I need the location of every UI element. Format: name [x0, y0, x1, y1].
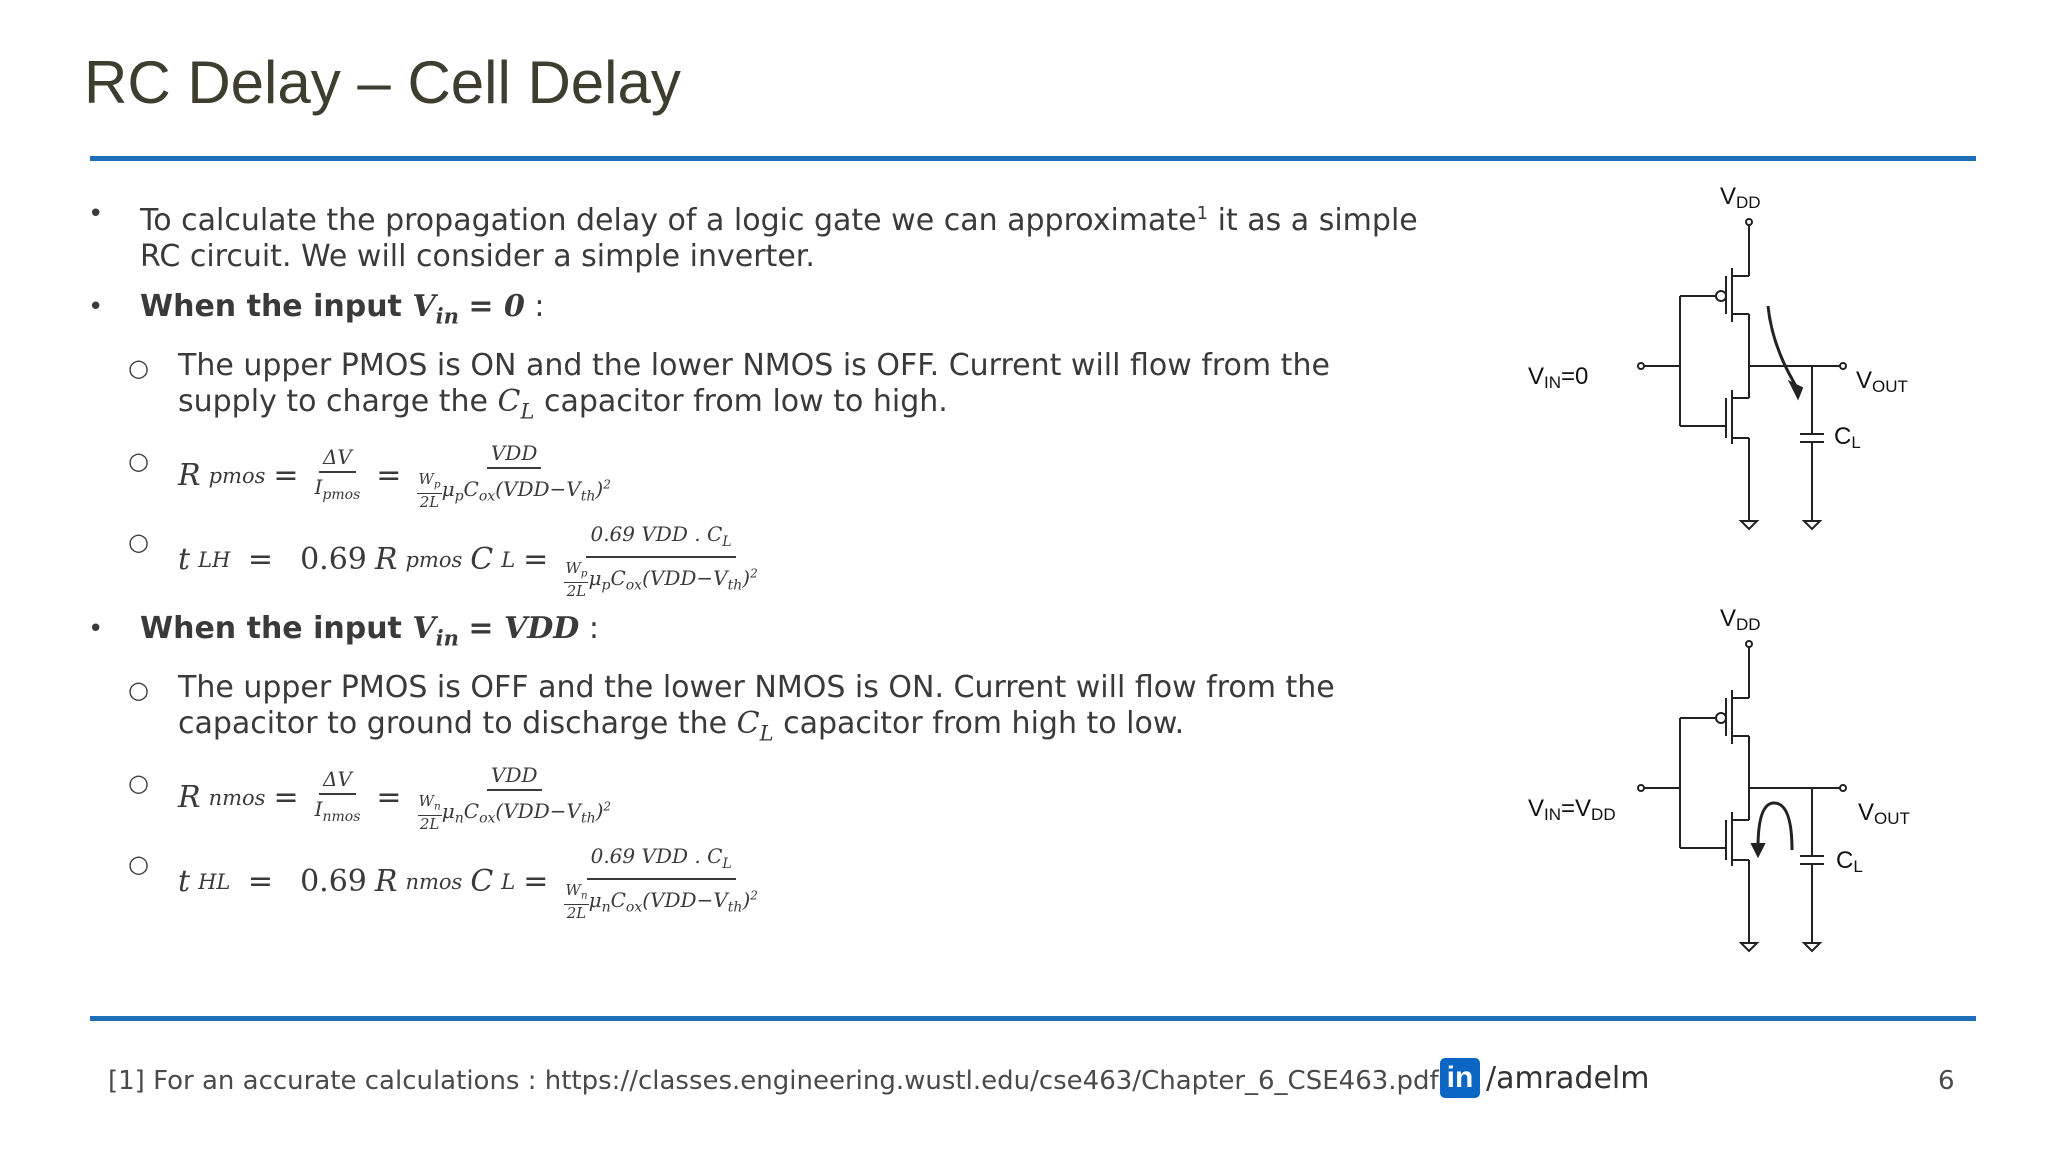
fraction-vdd-nmos: VDD $\frac{W_n}{2L}$ $\mu_nC_{ox}(VDD-V_{th})^2$: [418, 763, 612, 834]
case2-condition: = VDD: [468, 610, 580, 646]
slide-content: [88, 196, 1418, 933]
linkedin-handle-text: /amradelm: [1486, 1060, 1650, 1096]
footnote-reference: [1] For an accurate calculations : https://classes.engineering.wustl.edu/cse463/Chapter_6_CSE463.pdf: [108, 1066, 1439, 1096]
bullet-intro: [88, 196, 1418, 275]
intro-text: To calculate the propagation delay of a logic gate we can approximate: [140, 202, 1197, 238]
svg-text:VOUT: VOUT: [1858, 799, 1910, 828]
case1-label: When the input: [140, 288, 413, 324]
linkedin-handle[interactable]: [1440, 1058, 1650, 1098]
fraction-dv-ipmos: $\frac{\Delta V}{I_{pmos}}$: [314, 444, 361, 503]
sub-marker: ○: [128, 676, 149, 705]
case2-label: When the input: [140, 610, 413, 646]
linkedin-icon: in: [1440, 1058, 1480, 1098]
equation-thl: ○ t HL = 0.69 R nmos C L = 0.69 VDD . $C_L$ $\frac{W_n}{2L}$ $\mu_nC_{ox}(VDD-V_{th})^2$: [88, 844, 1418, 921]
svg-text:VDD: VDD: [1720, 605, 1761, 634]
sub-marker: ○: [128, 354, 149, 383]
bullet-marker: •: [88, 291, 104, 322]
svg-text:VIN=0: VIN=0: [1528, 363, 1589, 392]
svg-text:CL: CL: [1836, 847, 1863, 876]
page-number: 6: [1938, 1066, 1955, 1096]
svg-text:VDD: VDD: [1720, 183, 1761, 212]
case1-condition: = 0: [468, 288, 525, 324]
fraction-thl: 0.69 VDD . $C_L$ $\frac{W_n}{2L}$ $\mu_nC_{ox}(VDD-V_{th})^2$: [565, 844, 758, 922]
svg-text:VOUT: VOUT: [1856, 367, 1908, 396]
equation-tlh: ○ t LH = 0.69 R pmos C L = 0.69 VDD . $C_L$ $\frac{W_p}{2L}$ $\mu_pC_{ox}(VDD-V_{th})^2$: [88, 522, 1418, 599]
bullet-marker: •: [88, 613, 104, 644]
slide-title: RC Delay – Cell Delay: [84, 49, 681, 116]
bottom-divider: [90, 1016, 1976, 1021]
sub-nmos-on: ○ The upper PMOS is OFF and the lower NMOS is ON. Current will flow from the capacitor to ground to discharge the $C_L$ capacitor from high to low.: [128, 670, 1335, 746]
inverter-circuit-discharging: [1520, 598, 1980, 978]
equation-rpmos: ○ R pmos = $\frac{\Delta V}{I_{pmos}}$ = VDD $\frac{W_p}{2L}$ $\mu_pC_{ox}(VDD-V_{th})^2$: [88, 441, 1418, 510]
footnote-ref: 1: [1196, 203, 1209, 224]
bullet-marker: •: [88, 199, 104, 229]
intro-text-2: it as a simple RC circuit. We will consider a simple inverter.: [140, 202, 1418, 274]
sub-pmos-on: ○ The upper PMOS is ON and the lower NMOS is OFF. Current will flow from the supply to charge the $C_L$ capacitor from low to high.: [128, 348, 1330, 424]
fraction-dv-inmos: $\frac{\Delta V}{I_{nmos}}$: [314, 766, 361, 825]
equation-rnmos: ○ R nmos = $\frac{\Delta V}{I_{nmos}}$ = VDD $\frac{W_n}{2L}$ $\mu_nC_{ox}(VDD-V_{th})^2$: [88, 763, 1418, 832]
svg-text:VIN=VDD: VIN=VDD: [1528, 795, 1616, 824]
fraction-tlh: 0.69 VDD . $C_L$ $\frac{W_p}{2L}$ $\mu_pC_{ox}(VDD-V_{th})^2$: [565, 522, 758, 600]
top-divider: [90, 156, 1976, 161]
bullet-case-vin-vdd: • When the input $V_{in}$ = VDD :: [88, 610, 599, 651]
bullet-case-vin-0: • When the input $V_{in} = 0$ :: [88, 288, 545, 329]
vin-symbol: V: [412, 288, 436, 324]
svg-text:CL: CL: [1834, 423, 1861, 452]
inverter-circuit-charging: [1520, 176, 1980, 556]
fraction-vdd-pmos: VDD $\frac{W_p}{2L}$ $\mu_pC_{ox}(VDD-V_{th})^2$: [418, 441, 611, 512]
